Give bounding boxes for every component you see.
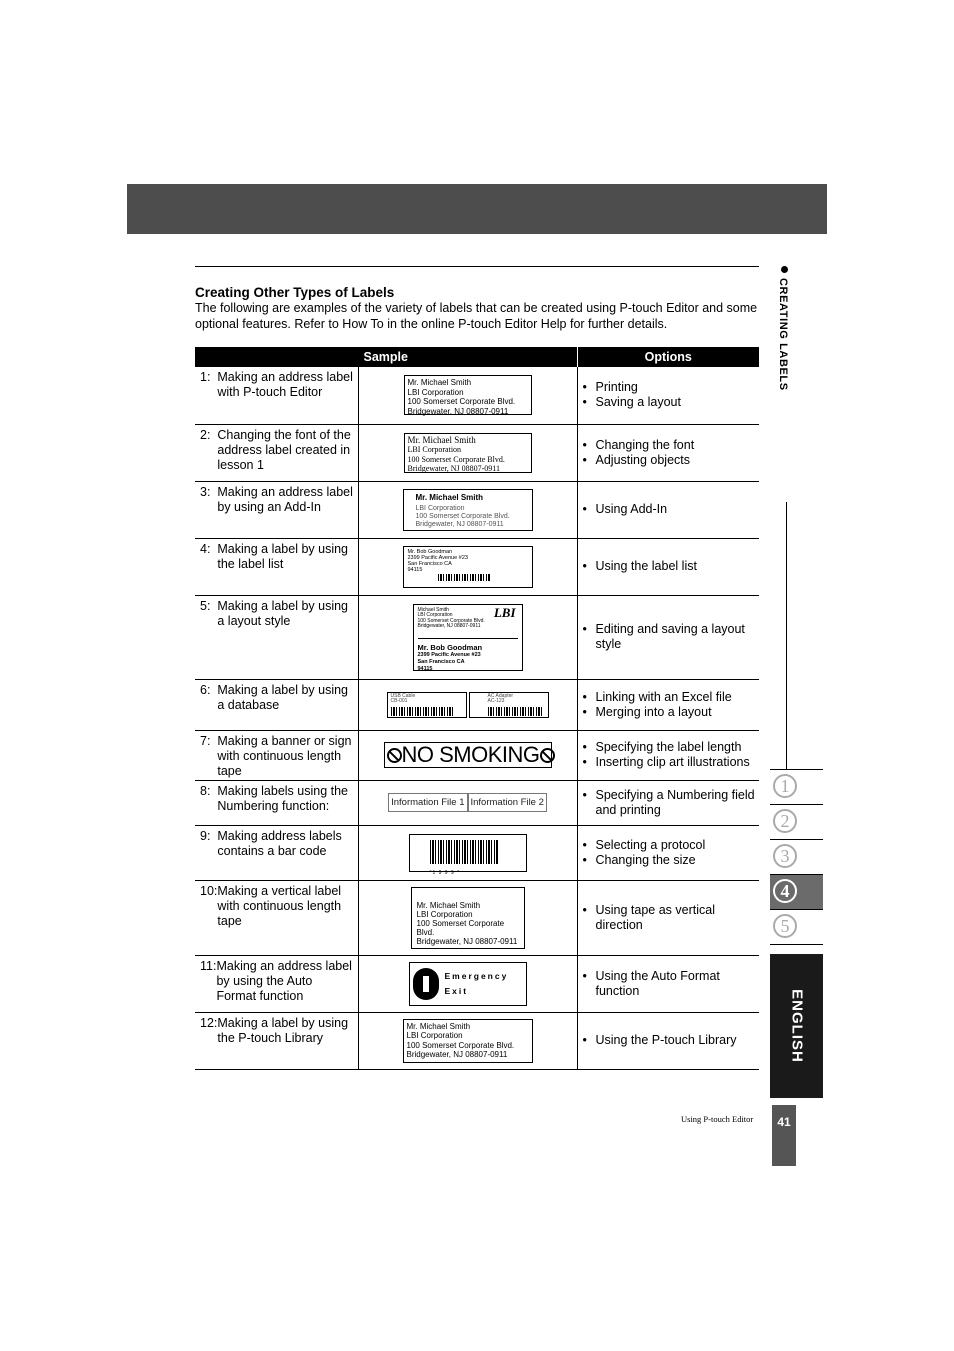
row-text: Making a banner or sign with continuous length tape	[217, 733, 352, 778]
row-sample	[358, 780, 577, 825]
label-line: 100 Somerset Corporate Blvd.	[417, 617, 485, 624]
label-line: 2399 Pacific Avenue #23	[407, 554, 468, 561]
option-item: • Inserting clip art illustrations	[583, 755, 760, 770]
row-options	[577, 730, 759, 780]
row-options	[577, 367, 759, 424]
label-line: Mr. Michael Smith	[415, 492, 484, 502]
sample-layout-style-label	[413, 604, 523, 671]
row-number: 2:	[200, 427, 218, 442]
barcode	[391, 707, 453, 716]
section-rule	[195, 266, 759, 267]
option-item: • Changing the size	[583, 853, 760, 868]
row-sample	[358, 955, 577, 1012]
label-line: 100 Somerset Corporate Blvd.	[406, 1040, 515, 1050]
column-header-sample: Sample	[195, 347, 577, 367]
option-item: • Specifying the label length	[583, 740, 760, 755]
lbi-logo: LBI	[493, 604, 516, 620]
row-options	[577, 481, 759, 538]
section-bullet-icon	[781, 266, 788, 273]
row-description	[195, 730, 358, 780]
label-line: 100 Somerset Corporate Blvd.	[416, 918, 505, 937]
label-line: LBI Corporation	[417, 612, 453, 618]
table-row	[195, 780, 759, 825]
sample-address-label	[404, 375, 532, 415]
label-line: San Francisco CA	[417, 659, 465, 665]
section-title: Creating Other Types of Labels	[195, 285, 395, 300]
table-row	[195, 367, 759, 424]
option-item: • Editing and saving a layout style	[583, 622, 760, 652]
table-row	[195, 880, 759, 955]
option-item: • Saving a layout	[583, 395, 760, 410]
row-sample	[358, 1012, 577, 1069]
table-row	[195, 538, 759, 595]
row-description	[195, 481, 358, 538]
sample-autoformat-label	[409, 962, 527, 1006]
option-item: • Selecting a protocol	[583, 838, 760, 853]
chapter-number: 2	[773, 809, 797, 833]
barcode-digits: *1 9 9 9 *	[429, 869, 461, 876]
chapter-tab-5[interactable]	[770, 910, 823, 945]
sample-database-label	[387, 692, 467, 718]
option-item: • Using Add-In	[583, 502, 760, 517]
row-number: 11:	[200, 958, 217, 973]
label-line: 100 Somerset Corporate Blvd.	[407, 454, 505, 464]
row-text: Making address labels contains a bar code	[217, 828, 342, 858]
chapter-number: 5	[773, 914, 797, 938]
sample-sign-label	[384, 742, 552, 768]
page-number: 41	[772, 1105, 796, 1166]
option-item: • Linking with an Excel file	[583, 690, 760, 705]
table-row	[195, 825, 759, 880]
postal-barcode	[438, 574, 490, 581]
row-text: Making an address label by using an Add-In	[217, 484, 353, 514]
section-intro: The following are examples of the variety of labels that can be created using P-touch Editor and some optional features. Refer to How To in the online P-touch Editor Help for further details.	[195, 301, 758, 331]
label-line: Bridgewater, NJ 08807-0911	[417, 623, 481, 629]
row-text: Making an address label by using the Auto Format function	[216, 958, 352, 1003]
label-line: LBI Corporation	[406, 1031, 463, 1040]
table-row	[195, 481, 759, 538]
table-row	[195, 595, 759, 679]
label-line: CB-001	[390, 697, 408, 704]
label-line: Bridgewater, NJ 08807-0911	[416, 936, 518, 946]
row-options	[577, 679, 759, 730]
label-line: Mr. Michael Smith	[407, 378, 472, 388]
sample-addin-label	[403, 489, 533, 531]
language-tab	[770, 954, 823, 1098]
footer-text: Using P-touch Editor	[681, 1114, 754, 1124]
header-banner	[127, 184, 827, 234]
label-line: Mr. Bob Goodman	[407, 548, 453, 555]
option-item: • Using tape as vertical direction	[583, 903, 760, 933]
label-line: 94115	[407, 566, 423, 573]
side-divider	[786, 502, 787, 770]
chapter-tabs	[770, 769, 823, 945]
option-item: • Adjusting objects	[583, 453, 760, 468]
sample-library-label	[403, 1019, 533, 1063]
barcode	[488, 707, 544, 716]
exit-door-icon	[413, 968, 439, 1000]
label-line: LBI Corporation	[415, 504, 465, 512]
no-smoking-icon	[540, 748, 555, 763]
chapter-tab-2[interactable]	[770, 805, 823, 840]
option-item: • Merging into a layout	[583, 705, 760, 720]
row-number: 4:	[200, 541, 218, 556]
row-options	[577, 1012, 759, 1069]
row-number: 6:	[200, 682, 218, 697]
chapter-number: 1	[773, 774, 797, 798]
table-row	[195, 955, 759, 1012]
row-text: Making a label by using a layout style	[217, 598, 349, 628]
row-number: 1:	[200, 370, 218, 384]
option-item: • Printing	[583, 380, 760, 395]
row-description	[195, 880, 358, 955]
row-text: Making a vertical label with continuous length tape	[217, 883, 342, 928]
row-text: Making labels using the Numbering function:	[217, 783, 349, 813]
sample-list-label	[403, 546, 533, 588]
chapter-tab-4[interactable]	[770, 875, 823, 910]
row-number: 3:	[200, 484, 218, 499]
row-description	[195, 538, 358, 595]
row-description	[195, 825, 358, 880]
row-text: Making a label by using the P-touch Library	[217, 1015, 349, 1045]
row-options	[577, 538, 759, 595]
row-sample	[358, 730, 577, 780]
row-description	[195, 367, 358, 424]
sample-numbering-label: Information File 1	[388, 793, 467, 812]
table-row	[195, 424, 759, 481]
row-sample	[358, 481, 577, 538]
table-row	[195, 730, 759, 780]
label-line: Bridgewater, NJ 08807-0911	[415, 520, 504, 528]
column-header-options: Options	[577, 347, 759, 367]
row-sample	[358, 679, 577, 730]
sample-font-label	[404, 433, 532, 473]
label-line: 100 Somerset Corporate Blvd.	[415, 512, 510, 520]
row-sample	[358, 595, 577, 679]
label-line: AC-123	[487, 697, 505, 704]
option-item: • Changing the font	[583, 438, 760, 453]
label-line: Mr. Michael Smith	[416, 900, 481, 910]
label-line: Mr. Bob Goodman	[417, 642, 483, 652]
option-item: • Using the P-touch Library	[583, 1033, 760, 1048]
sample-database-label	[469, 692, 549, 718]
table-row	[195, 679, 759, 730]
label-line: Bridgewater, NJ 08807-0911	[407, 464, 500, 473]
table-row	[195, 1012, 759, 1069]
label-line: 2399 Pacific Avenue #23	[417, 652, 481, 658]
chapter-tab-1[interactable]	[770, 769, 823, 805]
row-number: 10:	[200, 883, 218, 898]
row-description	[195, 955, 358, 1012]
row-number: 9:	[200, 828, 218, 843]
option-item: • Using the Auto Format function	[583, 969, 760, 999]
row-description	[195, 424, 358, 481]
row-description	[195, 679, 358, 730]
row-text: Making a label by using a database	[217, 682, 349, 712]
chapter-tab-3[interactable]	[770, 840, 823, 875]
row-options	[577, 424, 759, 481]
exit-text: Emergency Exit	[444, 970, 509, 996]
row-text: Making an address label with P-touch Editor	[217, 370, 353, 399]
label-types-table	[195, 347, 759, 1070]
sample-barcode-label	[409, 834, 527, 876]
chapter-number: 3	[773, 844, 797, 868]
row-sample	[358, 880, 577, 955]
row-text: Making a label by using the label list	[217, 541, 349, 571]
row-options	[577, 880, 759, 955]
sign-text: NO SMOKING	[401, 742, 540, 767]
language-label: ENGLISH	[788, 989, 805, 1063]
label-line: AC Adapter	[487, 692, 514, 699]
row-sample	[358, 825, 577, 880]
chapter-number: 4	[773, 879, 797, 903]
row-description	[195, 595, 358, 679]
row-options	[577, 595, 759, 679]
label-line: USB Cable	[390, 692, 416, 699]
row-number: 12:	[200, 1015, 218, 1030]
option-item: • Using the label list	[583, 559, 760, 574]
row-number: 8:	[200, 783, 218, 798]
label-divider	[418, 638, 518, 639]
barcode	[430, 840, 498, 864]
label-line: LBI Corporation	[407, 445, 462, 454]
section-side-label: CREATING LABELS	[777, 278, 789, 391]
row-text: Changing the font of the address label created in lesson 1	[217, 427, 351, 472]
sample-vertical-label	[411, 887, 525, 949]
row-sample	[358, 424, 577, 481]
table-header-row	[195, 347, 759, 367]
sample-numbering-label: Information File 2	[468, 793, 547, 812]
row-description	[195, 780, 358, 825]
row-sample	[358, 538, 577, 595]
label-line: 100 Somerset Corporate Blvd.	[407, 397, 516, 407]
label-line: Michael Smith	[417, 606, 449, 613]
row-options	[577, 955, 759, 1012]
label-line: 94115	[417, 666, 433, 672]
row-options	[577, 825, 759, 880]
label-line: LBI Corporation	[407, 387, 464, 397]
no-smoking-icon	[387, 748, 402, 763]
option-item: • Specifying a Numbering field and printing	[583, 788, 760, 818]
row-number: 7:	[200, 733, 218, 748]
label-line: San Francisco CA	[407, 560, 452, 567]
label-line: Mr. Michael Smith	[406, 1021, 471, 1031]
row-number: 5:	[200, 598, 218, 613]
row-options	[577, 780, 759, 825]
label-line: Bridgewater, NJ 08807-0911	[406, 1050, 508, 1059]
label-line: Bridgewater, NJ 08807-0911	[407, 406, 509, 416]
label-line: Mr. Michael Smith	[407, 434, 476, 445]
label-line: LBI Corporation	[416, 909, 473, 919]
row-description	[195, 1012, 358, 1069]
row-sample	[358, 367, 577, 424]
